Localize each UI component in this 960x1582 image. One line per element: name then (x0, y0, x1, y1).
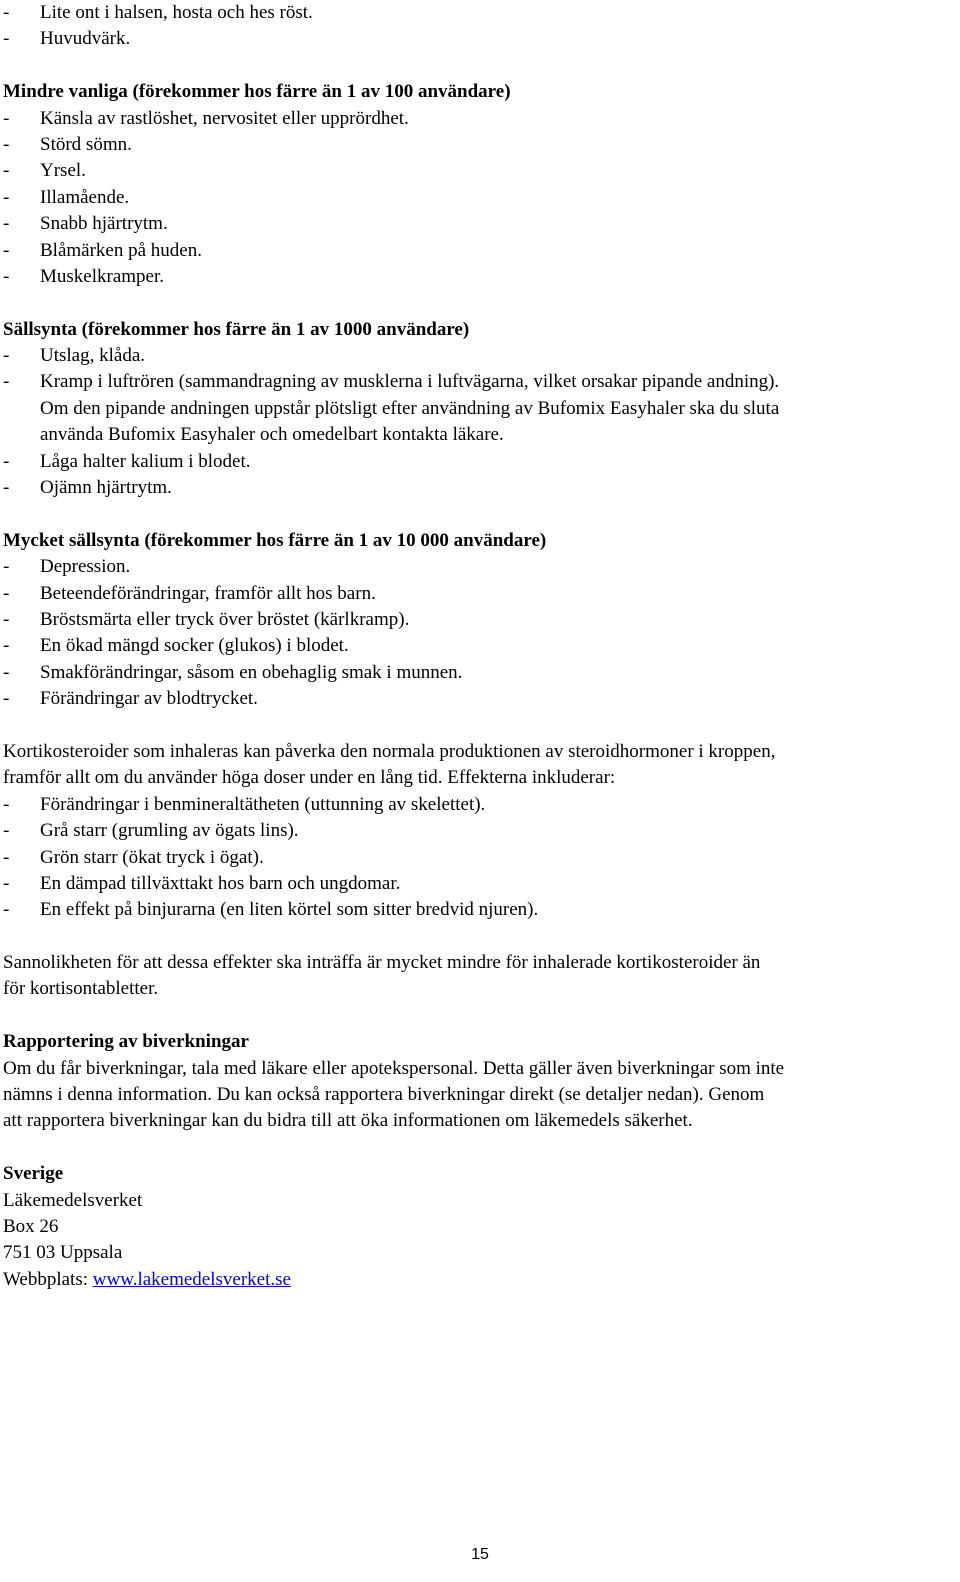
list-item (3, 581, 957, 607)
list-item-text: Utslag, klåda. (40, 345, 146, 367)
paragraph-line: Sannolikheten för att dessa effekter ska inträffa är mycket mindre för inhalerade kortikosteroider än (3, 952, 761, 974)
list-item (3, 897, 957, 923)
list-item-text: Huvudvärk. (40, 28, 131, 50)
bullet-dash: - (3, 2, 10, 23)
list-item (3, 158, 957, 184)
website-line (3, 1267, 957, 1293)
bullet-dash: - (3, 846, 10, 868)
list-item (3, 343, 957, 369)
list-item-text: Blåmärken på huden. (40, 239, 202, 261)
list-item-text: Lite ont i halsen, hosta och hes röst. (40, 2, 313, 23)
list-item (3, 818, 957, 844)
spacer (3, 713, 957, 739)
very-rare-heading: Mycket sällsynta (förekommer hos färre än 1 av 10 000 användare) (3, 529, 547, 551)
list-item-text: En ökad mängd socker (glukos) i blodet. (40, 635, 349, 657)
list-item-continuation: Om den pipande andningen uppstår plötsligt efter användning av Bufomix Easyhaler ska du sluta (40, 397, 780, 419)
list-item (3, 132, 957, 158)
spacer (3, 924, 957, 950)
bullet-dash: - (3, 450, 10, 472)
bullet-dash: - (3, 265, 10, 287)
list-item (3, 369, 957, 395)
bullet-dash: - (3, 371, 10, 393)
bullet-dash: - (3, 160, 10, 182)
uncommon-heading: Mindre vanliga (förekommer hos färre än 1 av 100 användare) (3, 81, 511, 103)
spacer (3, 1135, 957, 1161)
bullet-dash: - (3, 582, 10, 604)
paragraph-line: nämns i denna information. Du kan också rapportera biverkningar direkt (se detaljer nedan). Genom (3, 1084, 765, 1106)
list-item (3, 871, 957, 897)
list-item-text: Grön starr (ökat tryck i ögat). (40, 846, 264, 868)
list-item-text: Känsla av rastlöshet, nervositet eller upprördhet. (40, 107, 409, 129)
list-item-text: Snabb hjärtrytm. (40, 213, 168, 235)
list-item-text: Förändringar i benmineraltätheten (uttunning av skelettet). (40, 793, 486, 815)
bullet-dash: - (3, 661, 10, 683)
bullet-dash: - (3, 688, 10, 710)
bullet-dash: - (3, 635, 10, 657)
bullet-dash: - (3, 107, 10, 129)
list-item (3, 660, 957, 686)
list-item-text: Illamående. (40, 186, 130, 208)
website-link[interactable]: www.lakemedelsverket.se (92, 1268, 291, 1290)
list-item (3, 26, 957, 52)
document-page (3, 0, 957, 1293)
bullet-dash: - (3, 899, 10, 921)
list-item (3, 607, 957, 633)
list-item-text: En effekt på binjurarna (en liten körtel som sitter bredvid njuren). (40, 899, 539, 921)
spacer (3, 53, 957, 79)
list-item-text: Störd sömn. (40, 133, 132, 155)
list-item (3, 264, 957, 290)
postal-address: 751 03 Uppsala (3, 1242, 123, 1264)
spacer (3, 1003, 957, 1029)
list-item-text: Kramp i luftrören (sammandragning av musklerna i luftvägarna, vilket orsakar pipande andning). (40, 371, 780, 393)
list-item-text: Depression. (40, 556, 131, 578)
list-item (3, 475, 957, 501)
list-item (3, 633, 957, 659)
paragraph-line: för kortisontabletter. (3, 978, 159, 1000)
list-item-text: Ojämn hjärtrytm. (40, 477, 172, 499)
website-label: Webbplats: (3, 1268, 93, 1290)
list-item (3, 106, 957, 132)
list-item (3, 449, 957, 475)
list-item (3, 185, 957, 211)
bullet-dash: - (3, 213, 10, 235)
bullet-dash: - (3, 872, 10, 894)
bullet-dash: - (3, 28, 10, 50)
paragraph-line: Om du får biverkningar, tala med läkare eller apotekspersonal. Detta gäller även biverkningar som inte (3, 1057, 785, 1079)
list-item-text: En dämpad tillväxttakt hos barn och ungdomar. (40, 872, 401, 894)
spacer (3, 501, 957, 527)
bullet-dash: - (3, 477, 10, 499)
list-item-text: Beteendeförändringar, framför allt hos barn. (40, 582, 376, 604)
rare-heading: Sällsynta (förekommer hos färre än 1 av 1000 användare) (3, 318, 470, 340)
bullet-dash: - (3, 239, 10, 261)
list-item-text: Grå starr (grumling av ögats lins). (40, 820, 299, 842)
agency-name: Läkemedelsverket (3, 1189, 143, 1211)
list-item (3, 211, 957, 237)
paragraph-line: framför allt om du använder höga doser under en lång tid. Effekterna inkluderar: (3, 767, 616, 789)
list-item-continuation: använda Bufomix Easyhaler och omedelbart kontakta läkare. (40, 424, 504, 446)
list-item (3, 238, 957, 264)
country-heading: Sverige (3, 1163, 64, 1185)
page-number: 15 (471, 1546, 489, 1563)
paragraph-line: Kortikosteroider som inhaleras kan påverka den normala produktionen av steroidhormoner i kroppen, (3, 740, 776, 762)
list-item-text: Muskelkramper. (40, 265, 165, 287)
list-item (3, 686, 957, 712)
list-item (3, 0, 957, 26)
bullet-dash: - (3, 345, 10, 367)
bullet-dash: - (3, 793, 10, 815)
list-item-text: Låga halter kalium i blodet. (40, 450, 251, 472)
bullet-dash: - (3, 608, 10, 630)
list-item-text: Förändringar av blodtrycket. (40, 688, 258, 710)
paragraph-line: att rapportera biverkningar kan du bidra till att öka informationen om läkemedels säkerhet. (3, 1110, 693, 1132)
bullet-dash: - (3, 133, 10, 155)
bullet-dash: - (3, 820, 10, 842)
list-item-text: Yrsel. (40, 160, 86, 182)
bullet-dash: - (3, 556, 10, 578)
reporting-heading: Rapportering av biverkningar (3, 1031, 249, 1053)
list-item-text: Smakförändringar, såsom en obehaglig smak i munnen. (40, 661, 463, 683)
spacer (3, 290, 957, 316)
postal-box: Box 26 (3, 1215, 59, 1237)
list-item-text: Bröstsmärta eller tryck över bröstet (kärlkramp). (40, 608, 410, 630)
bullet-dash: - (3, 186, 10, 208)
list-item (3, 792, 957, 818)
list-item (3, 845, 957, 871)
list-item (3, 554, 957, 580)
